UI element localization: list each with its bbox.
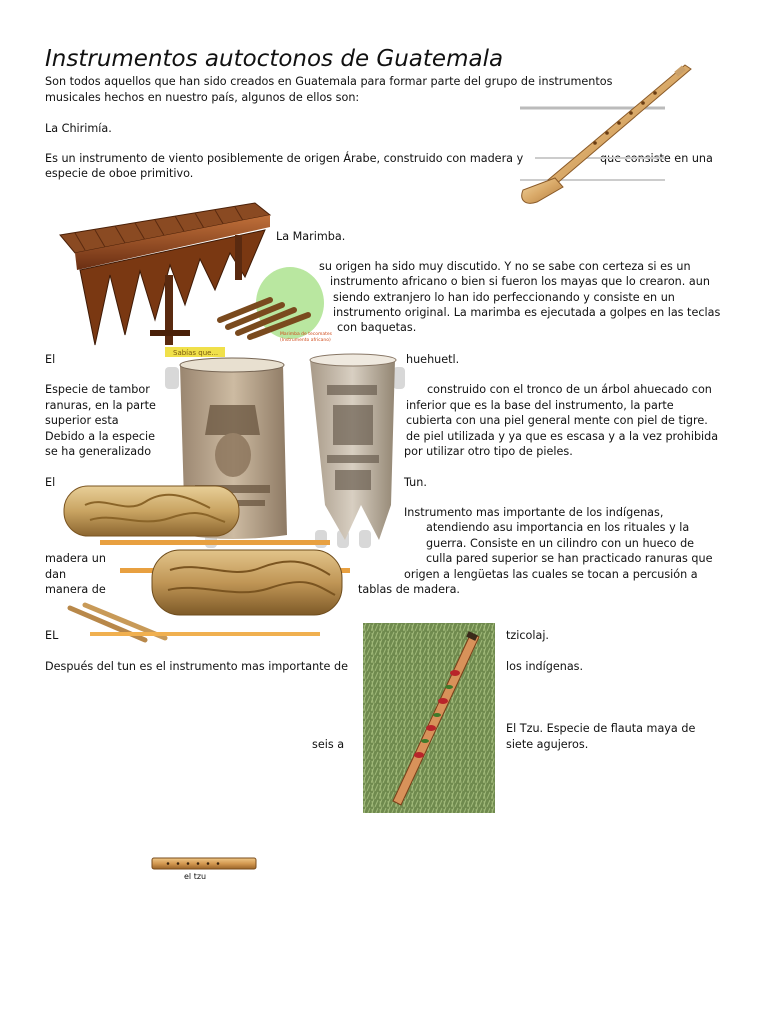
huehuetl-row-3-right: cubierta con una piel general mente con piel de tigre. [406,414,708,427]
huehuetl-row-1-right: construido con el tronco de un árbol ahuecado con [427,383,712,396]
tzicolaj-line-right: los indígenas. [506,660,584,673]
tzicolaj-left-word: EL [45,629,59,642]
huehuetl-row-2-left: ranuras, en la parte [45,399,156,412]
chirimia-image [515,60,695,210]
chirimia-text-1a: Es un instrumento de viento posiblemente de origen Árabe, construido con madera y [45,152,524,165]
tzicolaj-line-left: Después del tun es el instrumento mas importante de [45,660,348,673]
huehuetl-row-5-right: por utilizar otro tipo de pieles. [404,445,573,458]
tun-line-1: Instrumento mas importante de los indígenas, [404,506,664,519]
tun-row-4-right: culla pared superior se han practicado ranuras que [426,552,713,565]
huehuetl-row-2-right: inferior que es la base del instrumento, la parte [406,399,674,412]
huehuetl-row-1-left: Especie de tambor [45,383,150,396]
marimba-heading: La Marimba. [276,230,346,243]
tun-row-6-right: tablas de madera. [358,583,460,596]
marimba-line-4: instrumento original. La marimba es ejecutada a golpes en las teclas [333,306,721,319]
tun-line-3: guerra. Consiste en un cilindro con un hueco de [426,537,695,550]
tun-left-word: El [45,476,56,489]
marimba-line-5: con baquetas. [337,321,417,334]
huehuetl-right-word: huehuetl. [406,353,460,366]
tzicolaj-image [363,623,495,813]
huehuetl-row-4-left: Debido a la especie [45,430,155,443]
huehuetl-row-5-left: se ha generalizado [45,445,152,458]
marimba-inset-sub: (Instrumento africano) [280,338,331,343]
marimba-inset-caption: Marimba de tecomates [280,332,333,337]
tun-row-6-left: manera de [45,583,106,596]
marimba-line-2: instrumento africano o bien si fueron los mayas que lo crearon. aun [330,275,710,288]
tun-right-word: Tun. [404,476,427,489]
tzu-caption: el tzu [184,872,207,881]
tun-row-4-left: madera un [45,552,106,565]
huehuetl-row-3-left: superior esta [45,414,119,427]
chirimia-text-2: especie de oboe primitivo. [45,167,194,180]
tun-row-5-right: origen a lengüetas las cuales se tocan a percusión a [404,568,698,581]
page-title: Instrumentos autoctonos de Guatemala [45,46,504,72]
sabias-que-label: Sabías que... [173,349,219,357]
tzu-line-2: siete agujeros. [506,738,589,751]
tzicolaj-right-word: tzicolaj. [506,629,549,642]
huehuetl-left-word: El [45,353,56,366]
chirimia-heading: La Chirimía. [45,122,112,135]
tun-line-2: atendiendo asu importancia en los rituales y la [426,521,690,534]
tzu-line-1: El Tzu. Especie de flauta maya de [506,722,696,735]
tzu-left-word: seis a [312,738,345,751]
tzu-image [150,855,258,873]
marimba-line-1: su origen ha sido muy discutido. Y no se sabe con certeza si es un [319,260,691,273]
intro-line-2: musicales hechos en nuestro país, algunos de ellos son: [45,91,360,104]
chirimia-text-1b: que consiste en una [600,152,713,165]
huehuetl-row-4-right: de piel utilizada y ya que es escasa y a la vez prohibida [406,430,719,443]
marimba-line-3: siendo extranjero lo han ido perfeccionando y consiste en un [333,291,675,304]
intro-line-1: Son todos aquellos que han sido creados en Guatemala para formar parte del grupo de instrumentos [45,75,613,88]
tun-row-5-left: dan [45,568,67,581]
marimba-tecomates-image [210,265,333,345]
